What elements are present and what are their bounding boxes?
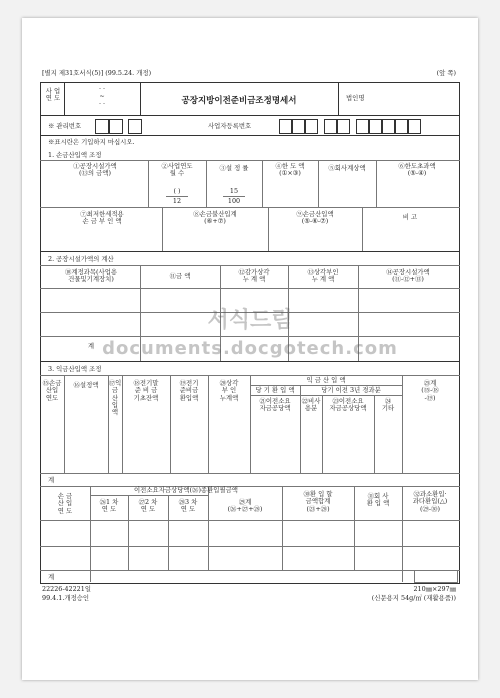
col19-header: ⑲전기 준비금 환입액 [179, 379, 199, 402]
col25-header: ㉕계 (⑮-⑱ -⑲) [421, 379, 439, 402]
col21-header: ㉑이전소요 자금공당액 [259, 397, 291, 413]
note-text: ※표시란은 기입하지 마십시오. [48, 138, 135, 146]
section1-title: 1. 손금산입액 조정 [48, 151, 102, 159]
section3-total-label: 계 [48, 476, 55, 484]
col27-header: ㉗2 차 연 도 [138, 498, 158, 514]
mgmt-box-2 [109, 119, 123, 134]
col16-header: ⑯설정액 [73, 381, 99, 389]
corp-name-label: 법인명 [346, 94, 365, 102]
form-reference: [별지 제31호서식(5)] (99.5.24. 개정) [42, 69, 152, 77]
section2-title: 2. 공장시설가액의 계산 [48, 255, 114, 263]
col11-header: ⑪금 액 [169, 272, 191, 280]
col10-header: ⑩계정과목(사업용 건물및기계장치) [64, 268, 118, 284]
watermark-url: documents.docgotech.com [102, 338, 398, 359]
col32-header: ㉜과소환입· 과다환입(△) (㉙-㉚) [412, 490, 448, 513]
col14-header: ⑭공장시설가액 (⑪-⑫+⑬) [386, 268, 430, 284]
months-numerator: ( ) [173, 187, 181, 195]
prior-3yr-label: 당기 이전 3년 경과분 [321, 386, 381, 394]
col31-header: ㉛회 사 환 입 액 [366, 492, 390, 508]
col8-header: ⑧손금불산입계 (⑥+⑦) [193, 210, 237, 226]
mgmt-box-3 [128, 119, 142, 134]
total-value-box [414, 570, 458, 583]
watermark-title: 서식드림 [207, 308, 293, 333]
paper-size: 210㎜×297㎜ [413, 585, 456, 593]
management-number-label: ※ 관리번호 [48, 122, 82, 130]
col30-header: ㉚환 입 할 금액합계 (㉓+㉘) [303, 490, 333, 513]
business-year-dates: · · ~ · · [98, 85, 106, 108]
approval-note: 99.4.1.개정승인 [42, 594, 90, 602]
col24-header: ㉔ 기타 [381, 397, 395, 413]
business-year-label: 사 업 연 도 [45, 87, 61, 103]
reg-number-label: 사업자등록번호 [208, 122, 252, 130]
page-side-label: (앞 쪽) [436, 69, 456, 77]
col3-header: ③설 정 률 [219, 164, 249, 172]
section3-title: 3. 익금산입액 조정 [48, 365, 102, 373]
section2-total-label: 계 [87, 342, 95, 350]
col17-header: ⑰익 금 산 입 액 [108, 379, 122, 417]
col20-header: ⑳상각 부 인 누계액 [219, 379, 239, 402]
col22-header: ㉒비사 용분 [301, 397, 321, 413]
months-denominator: 12 [172, 197, 182, 205]
mgmt-box-1 [95, 119, 109, 134]
col2-header: ②사업연도 월 수 [161, 162, 193, 178]
section4-group-label: 이전소요자금상당액(㉖)종환입필금액 [134, 486, 238, 494]
col15-header: ⑮손금 산입 연도 [42, 379, 62, 402]
col26-header: ㉖1 차 연 도 [99, 498, 119, 514]
col1-header: ①공장시설가액 (⑬의 금액) [73, 162, 117, 178]
rate-numerator: 15 [229, 187, 239, 195]
form-title: 공장지방이전준비금조정명세서 [181, 96, 297, 106]
section4-year-label: 손 금 산 입 연 도 [57, 492, 73, 515]
col12-header: ⑫감가상각 누 계 액 [238, 268, 270, 284]
col5-header: ⑤회사계상액 [328, 164, 366, 172]
income-inclusion-group: 익 금 산 입 액 [306, 376, 346, 384]
form-number: 22226-42221일 [42, 585, 91, 593]
paper-spec: (신문용지 54g/㎡ (재활용품)) [371, 594, 456, 602]
rate-denominator: 100 [227, 197, 241, 205]
col29-header: ㉙계 (㉖+㉗+㉘) [227, 498, 263, 514]
col28-header: ㉘3 차 연 도 [178, 498, 198, 514]
col9-header: ⑨손금산입액 (⑤-⑥-⑦) [296, 210, 334, 226]
col7-header: ⑦최저한세적용 손 금 부 인 액 [80, 210, 124, 226]
section4-total-label: 계 [48, 573, 55, 581]
col13-header: ⑬상각부인 누 계 액 [307, 268, 339, 284]
col18-header: ⑱전기말 준 비 금 기초잔액 [133, 379, 159, 402]
col23-header: ㉓이전소요 자금공상당액 [329, 397, 367, 413]
remarks-header: 비 고 [402, 213, 418, 221]
col4-header: ④한 도 액 (①×③) [275, 162, 305, 178]
current-reversal-label: 당 기 환 입 액 [255, 386, 295, 394]
form-paper [22, 18, 478, 680]
col6-header: ⑥한도초과액 (⑤-④) [398, 162, 436, 178]
